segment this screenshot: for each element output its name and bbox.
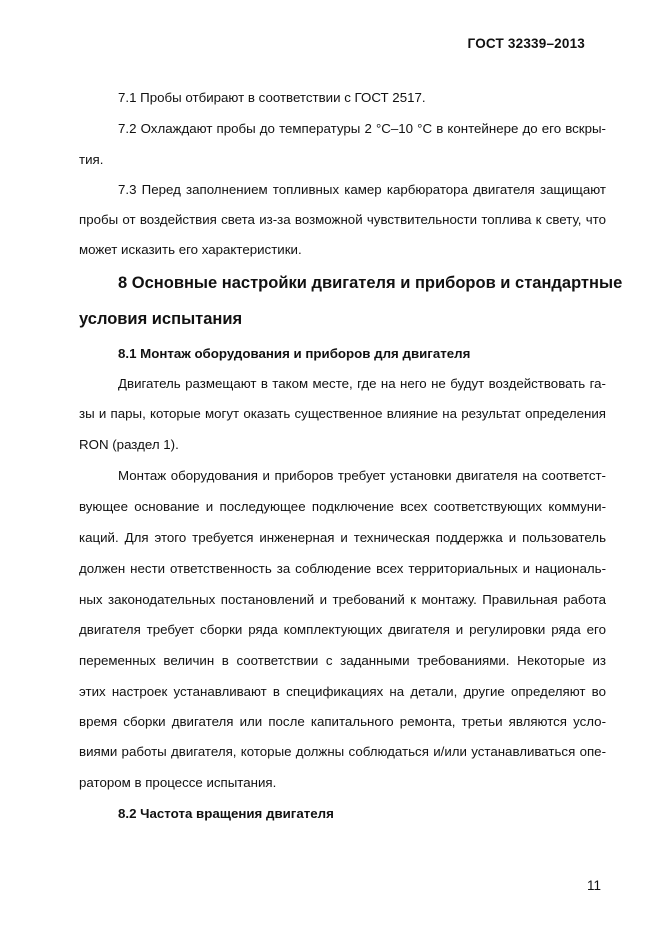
text-line: Монтаж оборудования и приборов требует установки двигателя на соответст- <box>118 468 606 483</box>
text-line: тия. <box>79 152 104 167</box>
document-id-header: ГОСТ 32339–2013 <box>467 36 585 51</box>
page-number: 11 <box>586 878 601 893</box>
text-line: может исказить его характеристики. <box>79 242 302 257</box>
text-line: должен нести ответственность за соблюдение всех территориальных и националь- <box>79 561 606 576</box>
text-line: виями работы двигателя, которые должны соблюдаться и/или устанавливаться опе- <box>79 744 606 759</box>
text-line: переменных величин в соответствии с заданными требованиями. Некоторые из <box>79 653 606 668</box>
text-line: каций. Для этого требуется инженерная и техническая поддержка и пользователь <box>79 530 606 545</box>
text-line: ратором в процессе испытания. <box>79 775 277 790</box>
text-line: ных законодательных постановлений и требований к монтажу. Правильная работа <box>79 592 606 607</box>
text-line: 7.2 Охлаждают пробы до температуры 2 °С–10 °С в контейнере до его вскры- <box>118 121 606 136</box>
text-line: время сборки двигателя или после капитального ремонта, третьи являются усло- <box>79 714 606 729</box>
subsection-heading: 8.2 Частота вращения двигателя <box>118 806 334 821</box>
text-line: RON (раздел 1). <box>79 437 179 452</box>
text-line: Двигатель размещают в таком месте, где на него не будут воздействовать га- <box>118 376 606 391</box>
section-heading: 8 Основные настройки двигателя и приборов и стандартные <box>118 274 623 292</box>
text-line: двигателя требует сборки ряда комплектующих двигателя и регулировки ряда его <box>79 622 606 637</box>
text-line: этих настроек устанавливают в спецификациях на детали, другие определяют во <box>79 684 606 699</box>
text-line: вующее основание и последующее подключение всех соответствующих коммуни- <box>79 499 606 514</box>
section-heading-continuation: условия испытания <box>79 310 243 328</box>
text-line: зы и пары, которые могут оказать существенное влияние на результат определения <box>79 406 606 421</box>
text-line: пробы от воздействия света из-за возможной чувствительности топлива к свету, что <box>79 212 606 227</box>
text-line: 7.3 Перед заполнением топливных камер карбюратора двигателя защищают <box>118 182 606 197</box>
subsection-heading: 8.1 Монтаж оборудования и приборов для двигателя <box>118 346 471 361</box>
text-line: 7.1 Пробы отбирают в соответствии с ГОСТ 2517. <box>118 90 426 105</box>
